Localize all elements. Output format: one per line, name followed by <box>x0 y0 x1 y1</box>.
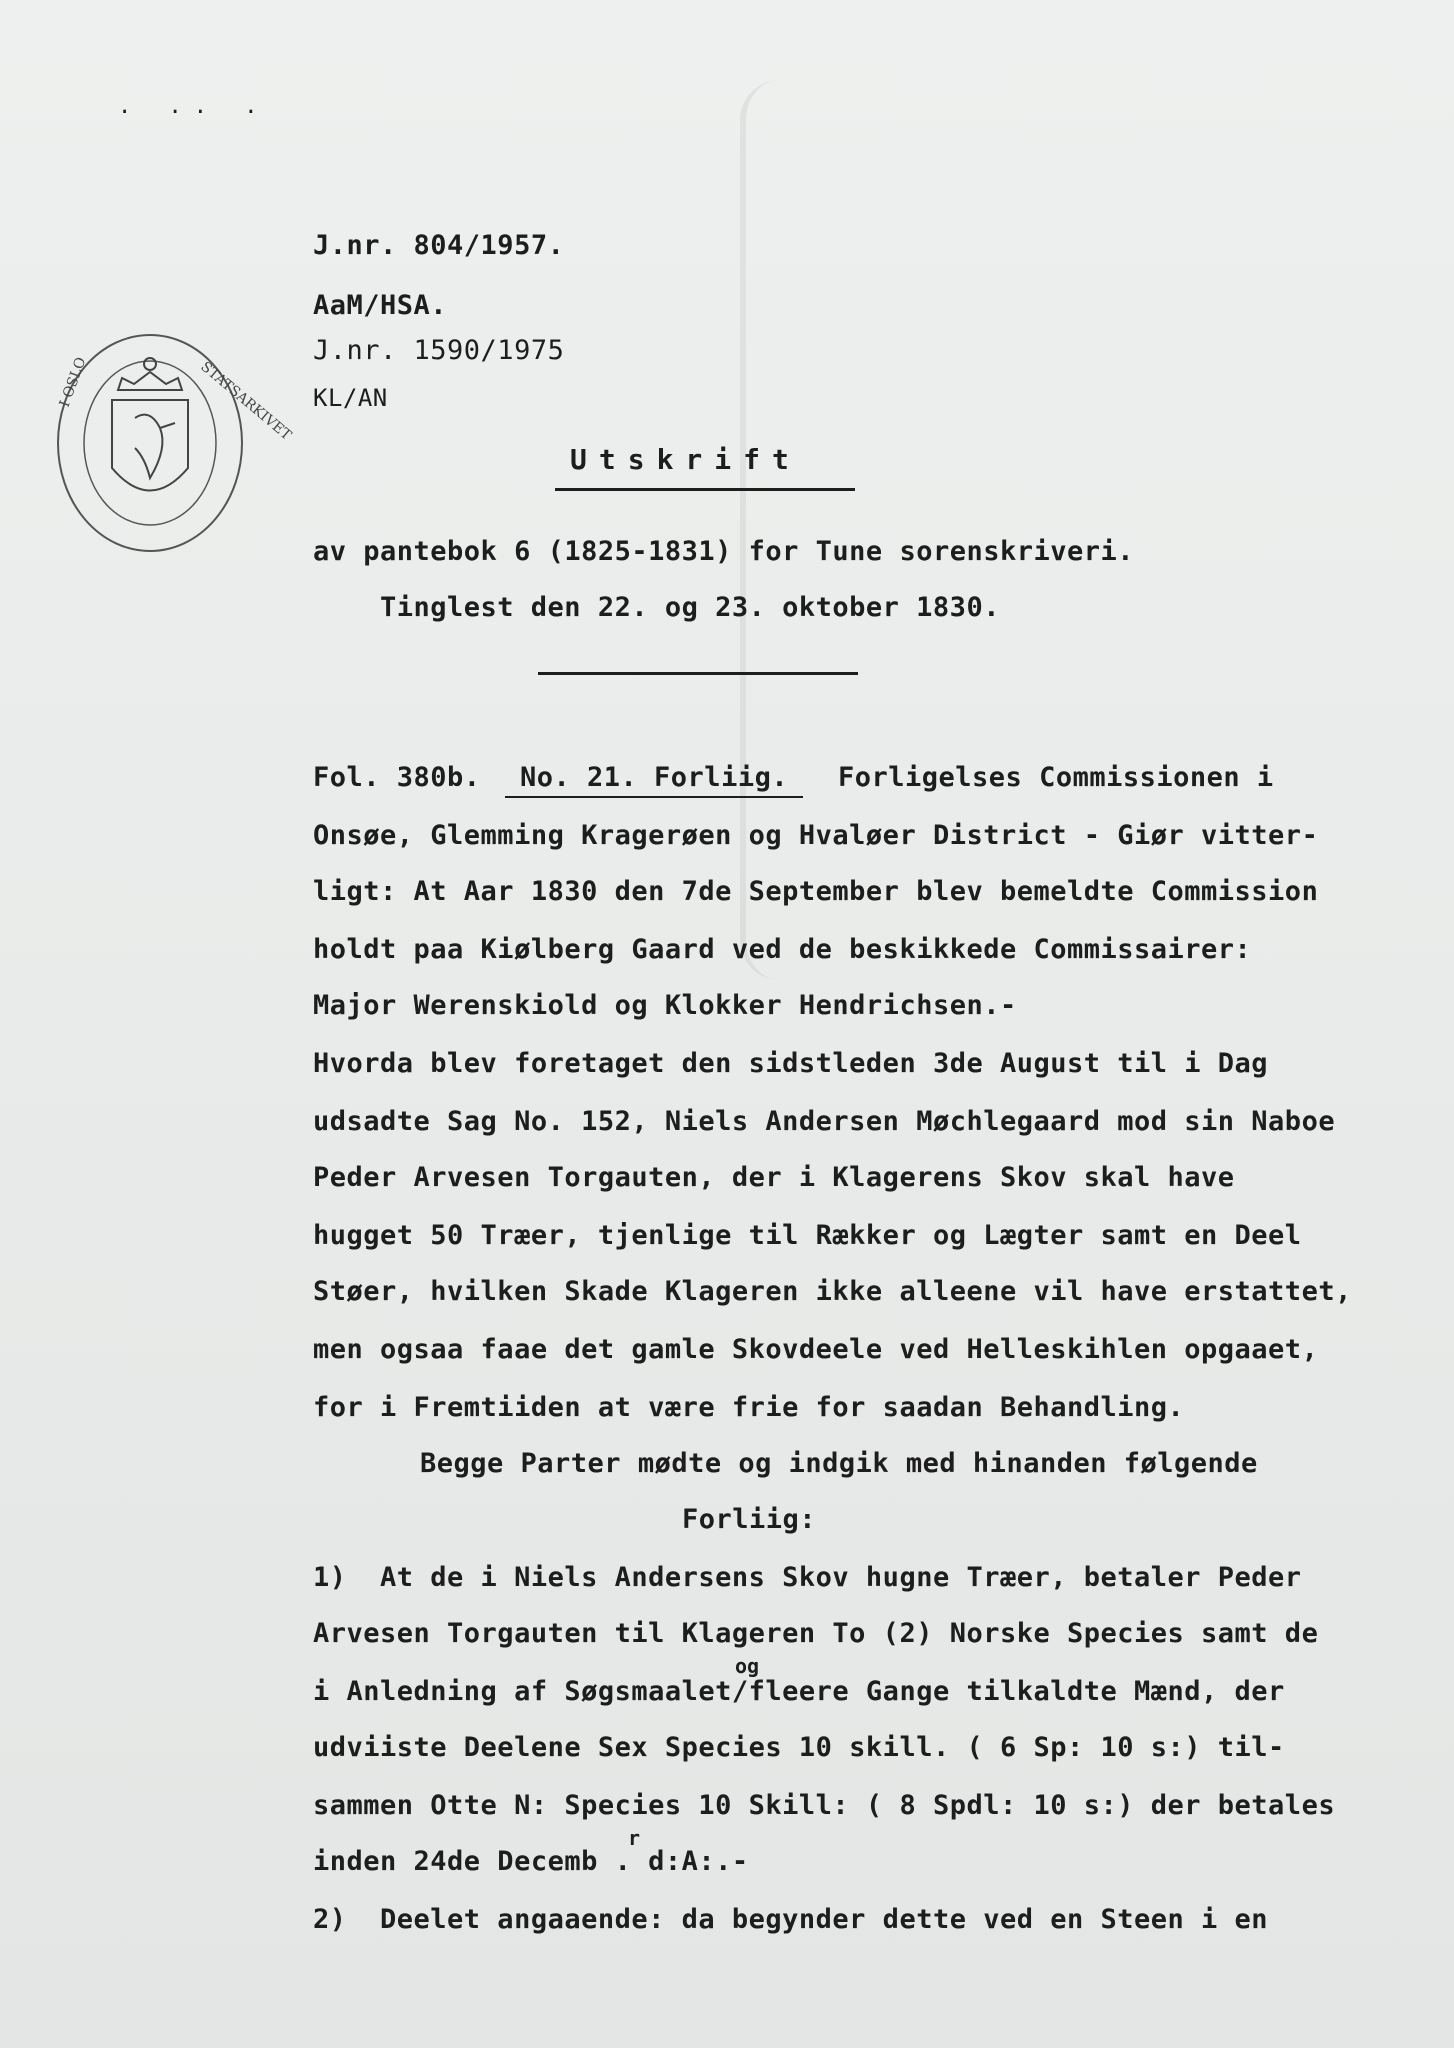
journal-number-1957: J.nr. 804/1957. <box>313 230 565 261</box>
body-line-6: Hvorda blev foretaget den sidstleden 3de August til i Dag <box>313 1048 1269 1079</box>
body-line-3: ligt: At Aar 1830 den 7de September blev bemeldte Commission <box>313 876 1319 907</box>
forliig-heading: Forliig: <box>682 1504 817 1535</box>
body-line-17: i Anledning af Søgsmaalet/fleere Gange tilkaldte Mænd, der <box>313 1676 1285 1707</box>
case-number: No. 21. Forliig. <box>520 762 789 793</box>
body-line-20: inden 24de Decemb . d:A:.- <box>313 1846 749 1877</box>
section-rule <box>538 672 858 675</box>
initials-1957: AaM/HSA. <box>313 290 448 321</box>
document-title: Utskrift <box>570 443 801 476</box>
title-underline <box>555 488 855 491</box>
top-marks: · ·· · <box>118 100 270 125</box>
body-line-16: Arvesen Torgauten til Klageren To (2) Norske Species samt de <box>313 1618 1319 1649</box>
body-line-10: Støer, hvilken Skade Klageren ikke alleene vil have erstattet, <box>313 1276 1352 1307</box>
tinglest-line: Tinglest den 22. og 23. oktober 1830. <box>380 592 1000 623</box>
body-line-21: 2) Deelet angaaende: da begynder dette ved en Steen i en <box>313 1904 1269 1935</box>
svg-text:I OSLO: I OSLO <box>56 355 90 410</box>
body-line-2: Onsøe, Glemming Kragerøen og Hvaløer District - Giør vitter- <box>313 820 1319 851</box>
body-line-12: for i Fremtiiden at være frie for saadan Behandling. <box>313 1392 1185 1423</box>
body-line-1-rest: Forligelses Commissionen i <box>838 762 1274 793</box>
case-number-underline <box>505 796 803 798</box>
body-line-11: men ogsaa faae det gamle Skovdeele ved Helleskihlen opgaaet, <box>313 1334 1319 1365</box>
subtitle: av pantebok 6 (1825-1831) for Tune sorenskriveri. <box>313 536 1135 567</box>
body-line-18: udviiste Deelene Sex Species 10 skill. ( 6 Sp: 10 s:) til- <box>313 1732 1285 1763</box>
body-line-13: Begge Parter mødte og indgik med hinanden følgende <box>420 1448 1258 1479</box>
folio-reference: Fol. 380b. <box>313 762 481 793</box>
body-line-5: Major Werenskiold og Klokker Hendrichsen.- <box>313 990 1017 1021</box>
body-line-9: hugget 50 Træer, tjenlige til Rækker og Lægter samt en Deel <box>313 1220 1302 1251</box>
insertion-og: og <box>735 1654 760 1678</box>
state-archive-seal <box>50 328 295 558</box>
superscript-r: r <box>628 1826 641 1850</box>
body-line-19: sammen Otte N: Species 10 Skill: ( 8 Spdl: 10 s:) der betales <box>313 1790 1336 1821</box>
body-line-15: 1) At de i Niels Andersens Skov hugne Træer, betaler Peder <box>313 1562 1302 1593</box>
svg-text:STATSARKIVET: STATSARKIVET <box>197 358 295 444</box>
journal-number-1975: J.nr. 1590/1975 <box>313 335 565 366</box>
body-line-4: holdt paa Kiølberg Gaard ved de beskikkede Commissairer: <box>313 934 1252 965</box>
body-line-8: Peder Arvesen Torgauten, der i Klagerens Skov skal have <box>313 1162 1235 1193</box>
initials-1975: KL/AN <box>313 384 388 412</box>
body-line-7: udsadte Sag No. 152, Niels Andersen Møchlegaard mod sin Naboe <box>313 1106 1336 1137</box>
